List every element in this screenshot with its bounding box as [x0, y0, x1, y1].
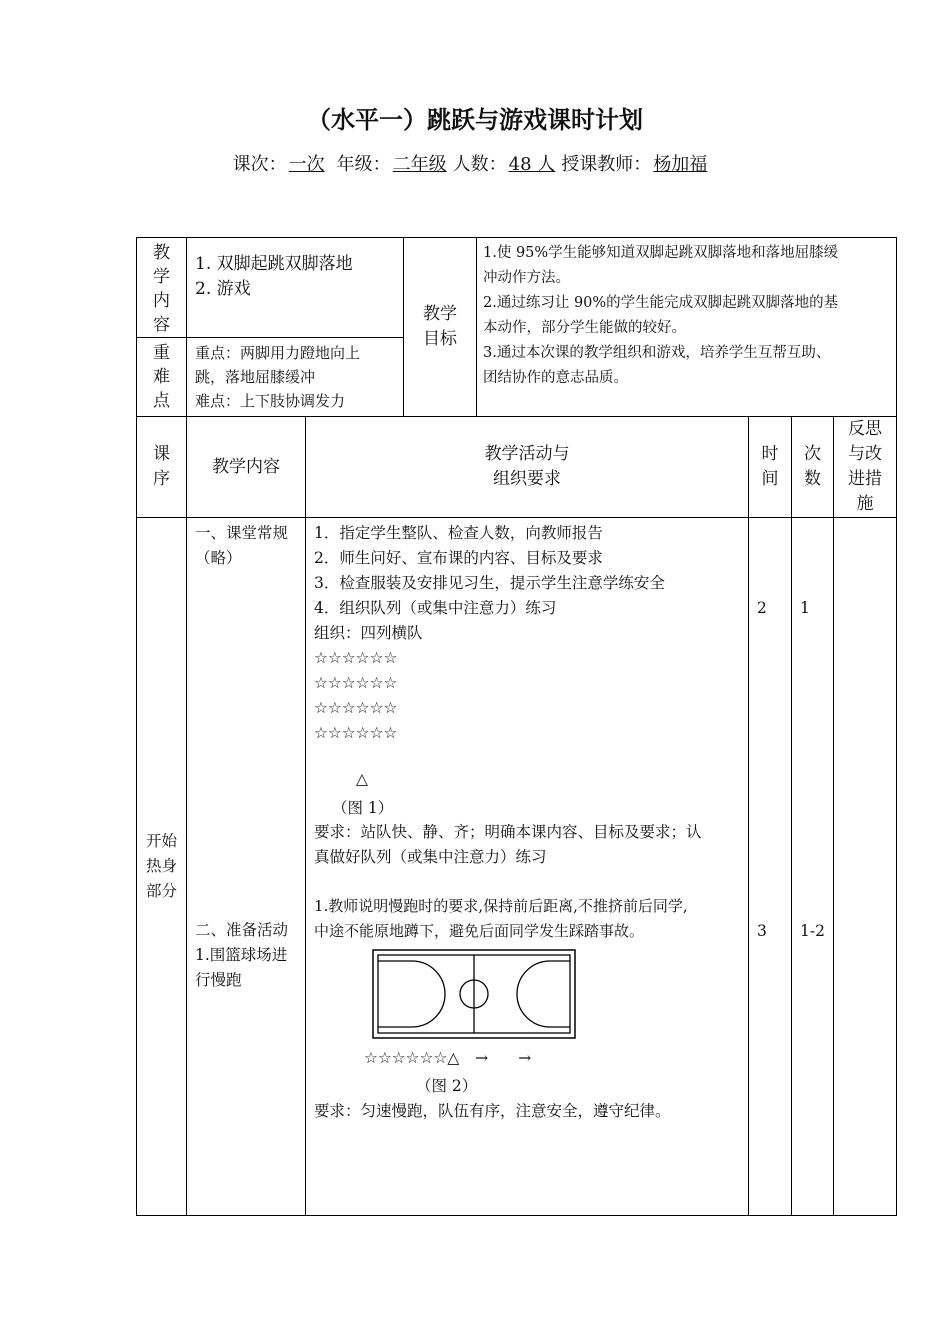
teacher-label: 授课教师： [561, 154, 652, 175]
jog-instructions: 1.教师说明慢跑时的要求,保持前后距离,不推挤前后同学, 中途不能原地蹲下，避免后面同学发生踩踏事故。 [314, 897, 688, 940]
content-warmup: 二、准备活动 1.围篮球场进 行慢跑 [195, 921, 289, 989]
requirement-1: 要求：站队快、静、齐；明确本课内容、目标及要求；认 真做好队列（或集中注意力）练习 [314, 823, 702, 866]
star-row: ☆☆☆☆☆☆ [314, 674, 398, 692]
basketball-court-diagram [372, 949, 576, 1039]
col-time: 时 间 [749, 417, 792, 518]
lesson-label: 课次： [232, 154, 287, 175]
requirement-2: 要求：匀速慢跑，队伍有序，注意安全，遵守纪律。 [314, 1102, 671, 1120]
content-cell [187, 518, 306, 1216]
col-reflect: 反思 与改 进措 施 [834, 417, 897, 518]
figure-2-caption: （图 2） [416, 1077, 478, 1095]
count-value: 48 人 [508, 154, 556, 175]
arrow-icon: → [475, 1049, 489, 1067]
key-label: 重 难 点 [137, 338, 187, 417]
content-routine: 一、课堂常规 （略） [195, 524, 289, 567]
grade-label: 年级： [336, 154, 391, 175]
grade-value: 二年级 [392, 154, 447, 175]
content-items: 1. 双脚起跳双脚落地 2. 游戏 [187, 238, 404, 338]
time-cell [749, 518, 792, 1216]
lesson-plan-table [136, 237, 897, 1216]
teacher-mark: △ [356, 770, 368, 788]
run-formation: ☆☆☆☆☆☆△ → → [364, 1049, 532, 1067]
goal-label: 教学 目标 [404, 238, 477, 417]
col-reps: 次 数 [792, 417, 834, 518]
col-content: 教学内容 [187, 417, 306, 518]
reps-cell [792, 518, 834, 1216]
star-row: ☆☆☆☆☆☆ [314, 649, 398, 667]
org-text: 组织：四列横队 [314, 624, 423, 642]
time-a: 2 [757, 599, 767, 617]
time-b: 3 [757, 922, 767, 940]
page-title: （水平一）跳跃与游戏课时计划 [307, 106, 643, 134]
reps-a: 1 [800, 599, 810, 617]
lesson-value: 一次 [288, 154, 325, 175]
steps-list: 1．指定学生整队、检查人数，向教师报告 2．师生问好、宣布课的内容、目标及要求 3．检查服装及安排见习生，提示学生注意学练安全 4．组织队列（或集中注意力）练习 组织：四列横队 ☆☆☆☆☆☆ ☆☆☆☆☆☆ ☆☆☆☆☆☆ ☆☆☆☆☆☆ [314, 521, 665, 746]
goal-text: 1.使 95%学生能够知道双脚起跳双脚落地和落地屈膝缓 冲动作方法。 2.通过练习让 90%的学生能完成双脚起跳双脚落地的基 本动作，部分学生能做的较好。 3.通过本次课的教学组织和游戏，培养学生互帮互助、 团结协作的意志品质。 [477, 238, 897, 417]
col-activity: 教学活动与 组织要求 [306, 417, 749, 518]
key-points: 重点：两脚用力蹬地向上 跳，落地屈膝缓冲 难点：上下肢协调发力 [187, 338, 404, 417]
content-label: 教 学 内 容 [137, 238, 187, 338]
arrow-icon: → [518, 1049, 532, 1067]
star-row: ☆☆☆☆☆☆ [314, 724, 398, 742]
star-row: ☆☆☆☆☆☆ [314, 699, 398, 717]
phase-cell: 开始 热身 部分 [137, 518, 187, 1216]
count-label: 人数： [452, 154, 507, 175]
reflect-cell [834, 518, 897, 1216]
activity-cell [306, 518, 749, 1216]
reps-b: 1-2 [800, 922, 825, 940]
col-phase: 课 序 [137, 417, 187, 518]
figure-1-caption: （图 1） [332, 799, 394, 817]
lesson-info [0, 150, 950, 176]
teacher-value: 杨加福 [653, 154, 708, 175]
